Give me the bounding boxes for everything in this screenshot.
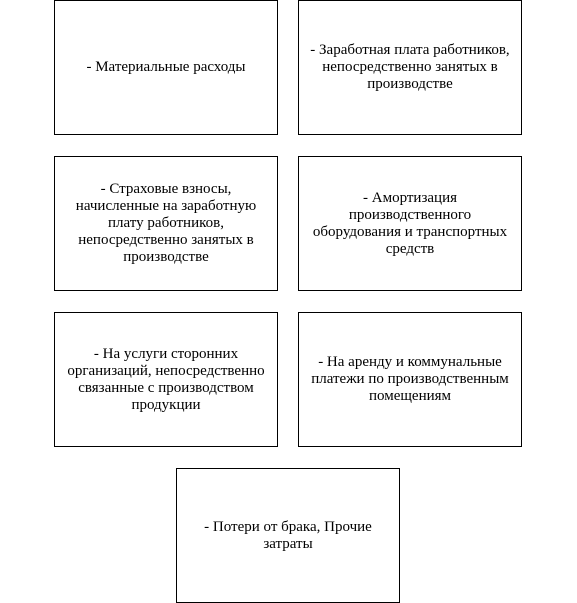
box-insurance-contributions-text: - Страховые взносы, начисленные на заработную плату работников, непосредственно занятых в производстве bbox=[75, 181, 257, 265]
box-defect-losses-other-text: - Потери от брака, Прочие затраты bbox=[204, 518, 372, 552]
box-wages bbox=[298, 0, 522, 135]
box-depreciation bbox=[298, 156, 522, 291]
box-wages-text: - Заработная плата работников, непосредственно занятых в производстве bbox=[310, 42, 510, 92]
box-insurance-contributions bbox=[54, 156, 278, 291]
box-rent-utilities-text: - На аренду и коммунальные платежи по производственным помещениям bbox=[311, 354, 509, 404]
box-material-expenses-text: - Материальные расходы bbox=[86, 59, 246, 75]
box-rent-utilities bbox=[298, 312, 522, 447]
box-depreciation-text: - Амортизация производственного оборудования и транспортных средств bbox=[312, 189, 508, 257]
box-third-party-services bbox=[54, 312, 278, 447]
box-defect-losses-other bbox=[176, 468, 400, 603]
box-material-expenses bbox=[54, 0, 278, 135]
box-third-party-services-text: - На услуги сторонних организаций, непосредственно связанные с производством продукции bbox=[67, 345, 265, 413]
